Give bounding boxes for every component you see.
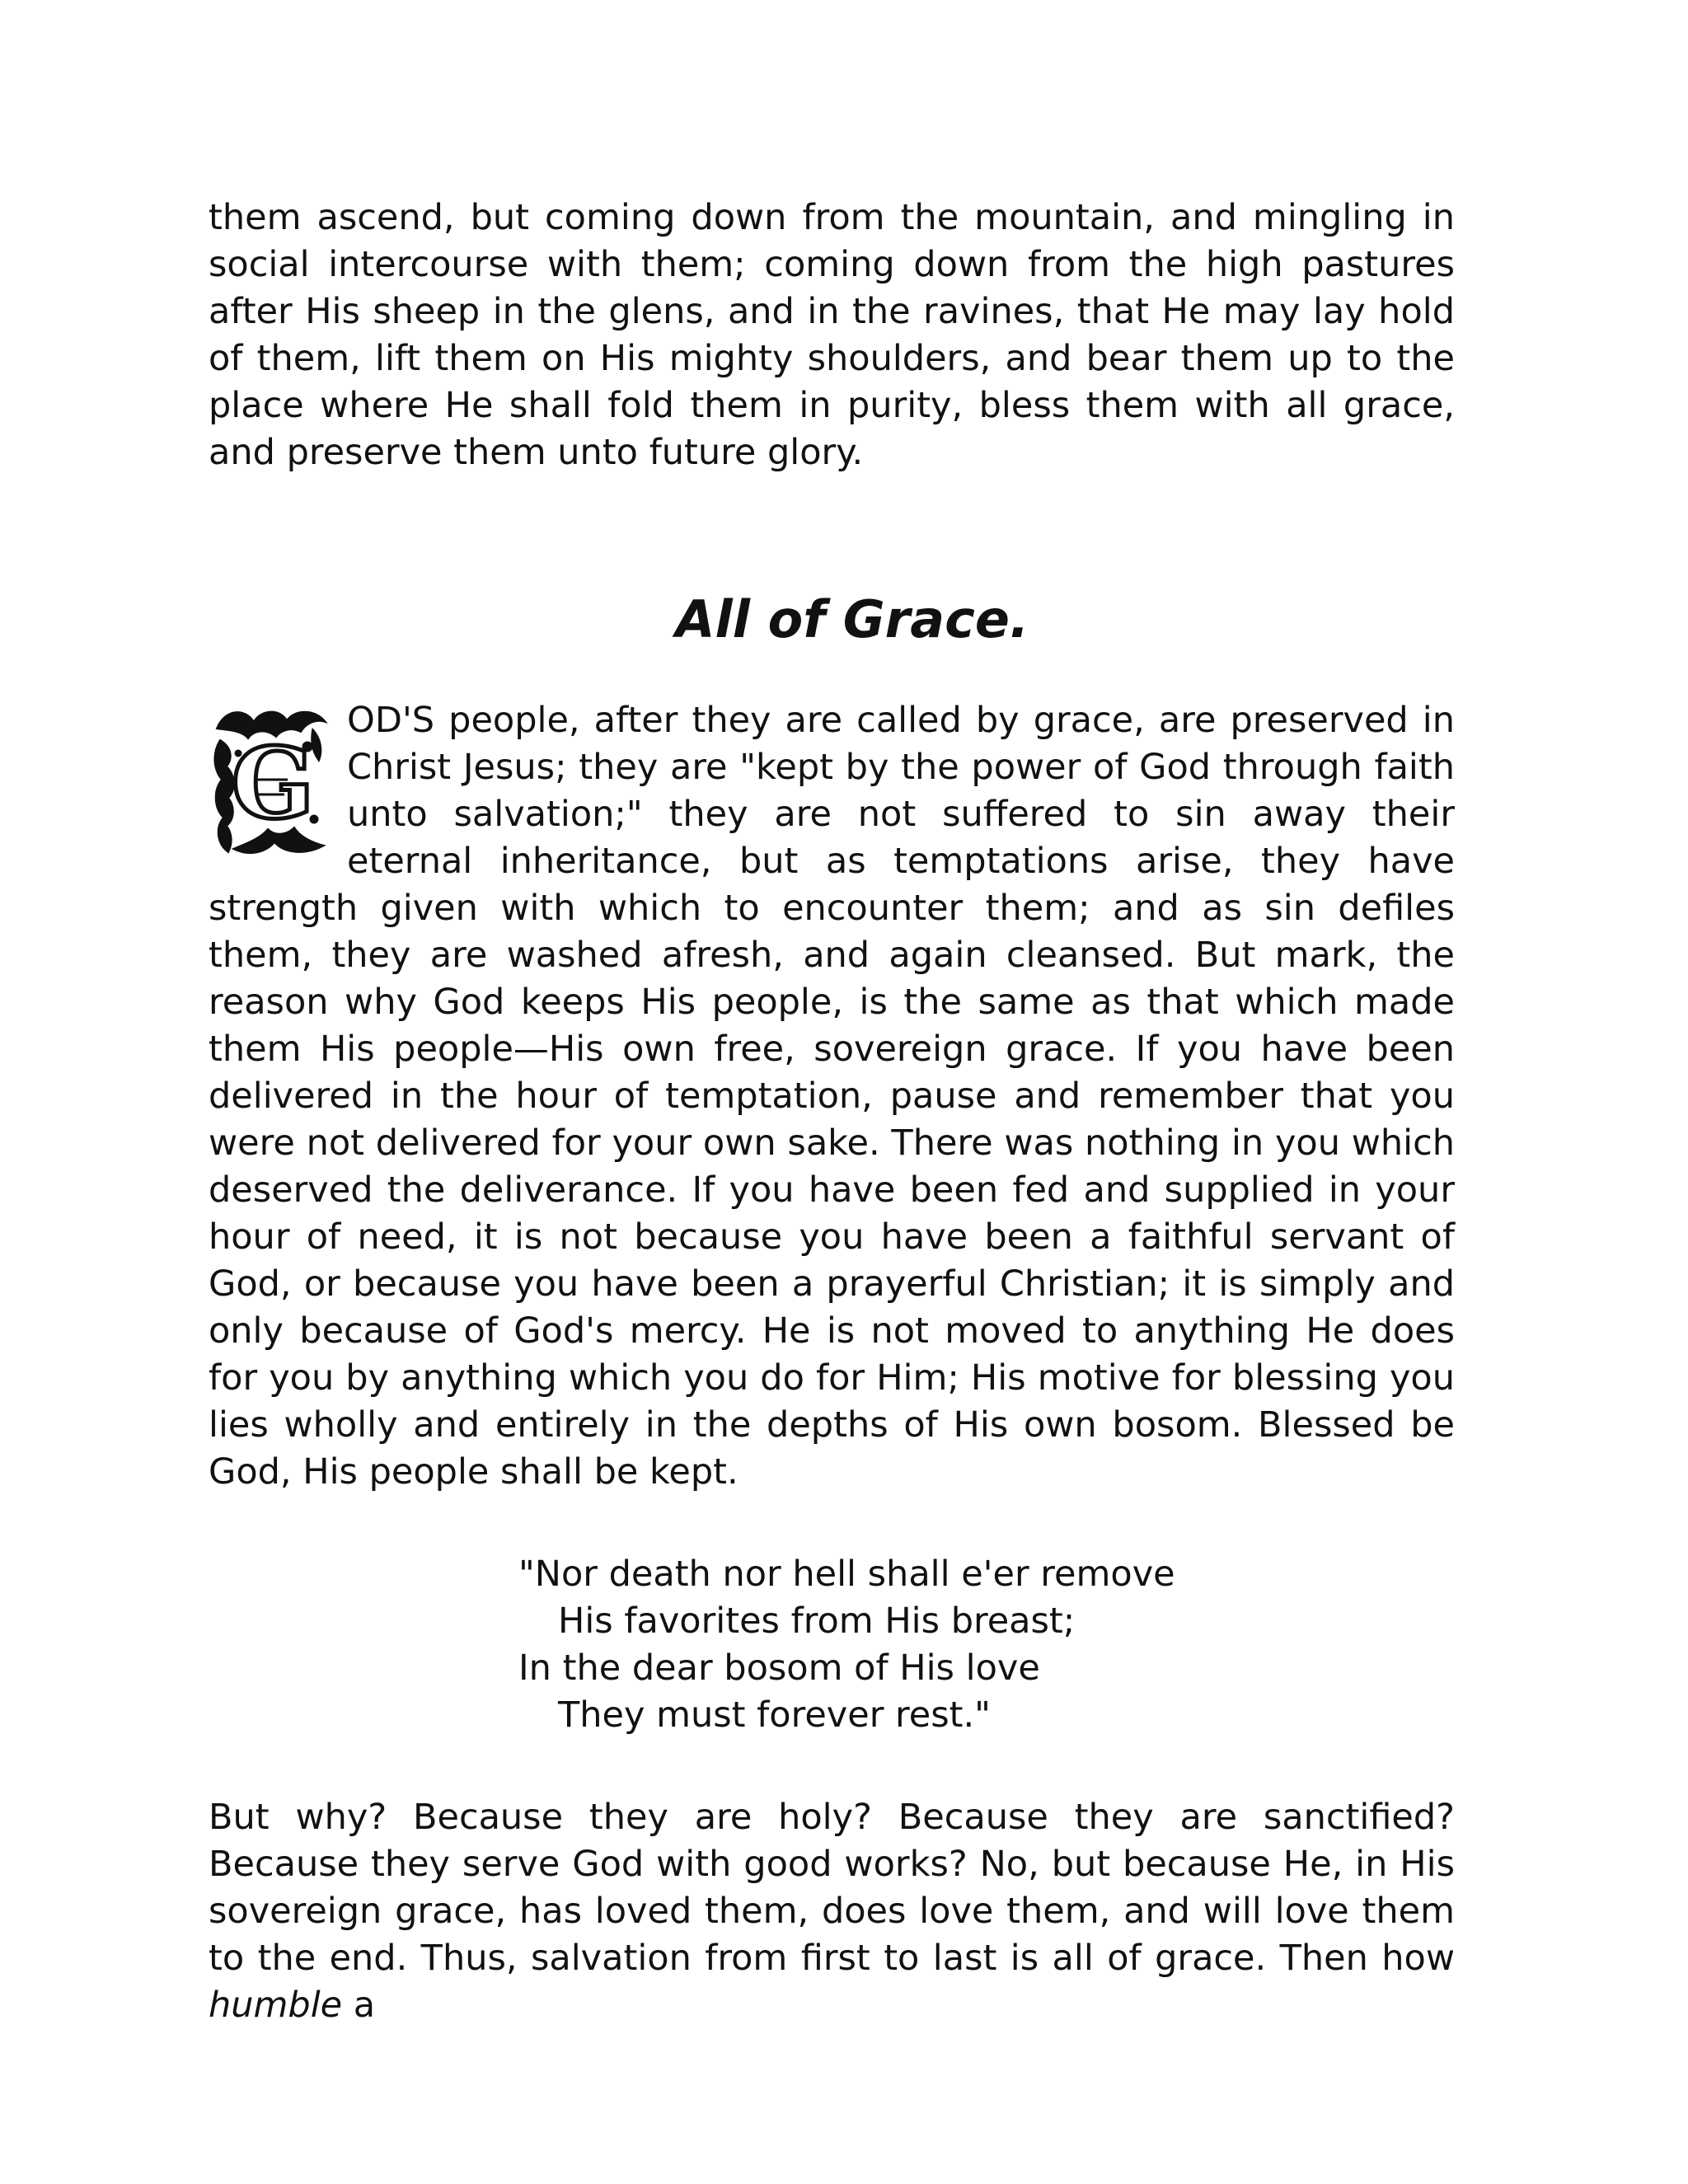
closing-paragraph-end: a — [342, 1985, 376, 2026]
dropcap-letter: G — [231, 726, 315, 841]
poem-quote — [518, 1551, 1455, 1739]
poem-line-2: His favorites from His breast; — [558, 1601, 1076, 1642]
document-page — [209, 194, 1455, 2029]
section-heading: All of Grace. — [675, 589, 1029, 649]
poem-line-3: In the dear bosom of His love — [518, 1647, 1040, 1689]
ornamental-dropcap-g — [209, 704, 332, 857]
poem-line-1: "Nor death nor hell shall e'er remove — [518, 1554, 1175, 1595]
closing-emphasis-word: humble — [209, 1985, 343, 2026]
poem-line-4: They must forever rest." — [558, 1694, 991, 1736]
top-paragraph: them ascend, but coming down from the mountain, and mingling in social intercourse with them; coming down from the high pastures after His sheep in the glens, and in the ravines, that He may lay hold of them, lift them on His mighty shoulders, and bear them up to the place where He shall fold them in purity, bless them with all grace, and preserve them unto future glory. — [209, 197, 1455, 473]
closing-paragraph — [209, 1794, 1455, 2029]
closing-paragraph-start: But why? Because they are holy? Because they are sanctified? Because they serve God with good works? No, but because He, in His sovereign grace, has loved them, does love them, and will love them to the end. Thus, salvation from first to last is all of grace. Then how — [209, 1797, 1455, 1979]
section-paragraph-text: OD'S people, after they are called by grace, are preserved in Christ Jesus; they are "kept by the power of God through faith unto salvation;" they are not suffered to sin away their eternal inheritance, but as temptations arise, they have strength given with which to encounter them; and as sin defiles them, they are washed afresh, and again cleansed. But mark, the reason why God keeps His people, is the same as that which made them His people—His own free, sovereign grace. If you have been delivered in the hour of temptation, pause and remember that you were not delivered for your own sake. There was nothing in you which deserved the deliverance. If you have been fed and supplied in your hour of need, it is not because you have been a faithful servant of God, or because you have been a prayerful Christian; it is simply and only because of God's mercy. He is not moved to anything He does for you by anything which you do for Him; His motive for blessing you lies wholly and entirely in the depths of His own bosom. Blessed be God, His people shall be kept. — [209, 700, 1455, 1493]
section-paragraph — [209, 697, 1455, 1496]
